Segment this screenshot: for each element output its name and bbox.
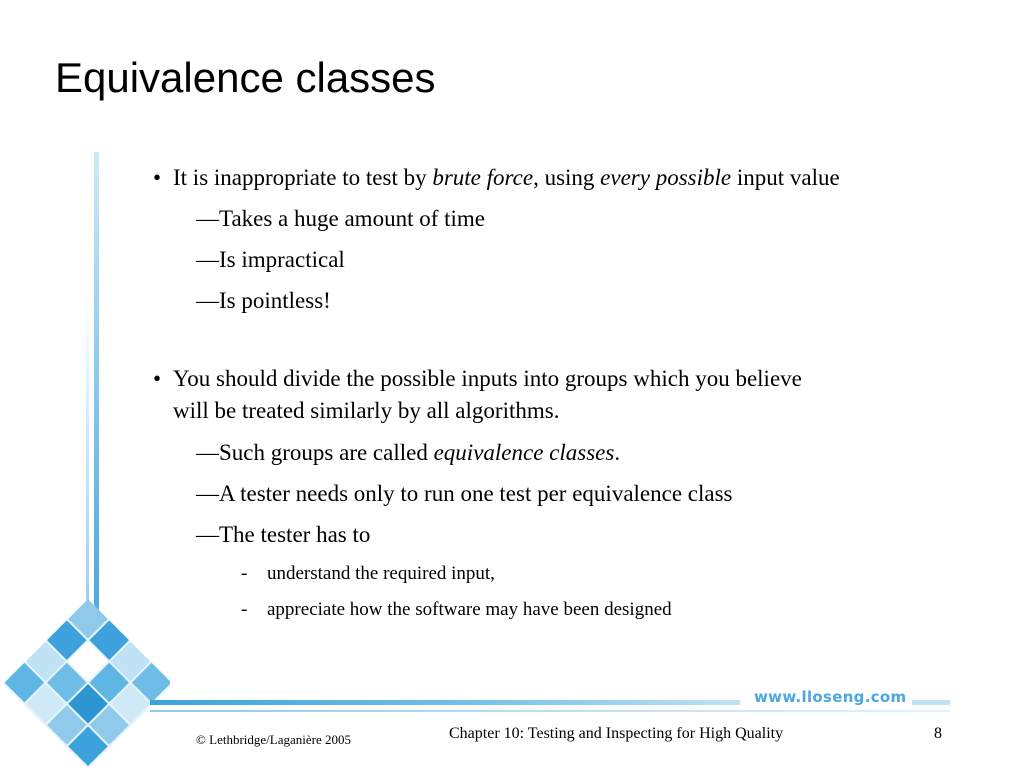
sub-bullet-impractical: —Is impractical [196,247,345,272]
subsub-marker: - [241,599,248,620]
subsub-bullet-understand [241,561,495,587]
subsub-marker: - [241,563,248,584]
sub-bullet-tester-has-to: —The tester has to [196,522,371,547]
slide-title: Equivalence classes [55,54,436,101]
footer-copyright: © Lethbridge/Laganière 2005 [196,732,351,747]
sub-text-pre: —Such groups are called [196,440,434,465]
logo-url-text: www.lloseng.com [754,688,907,706]
bullet-divide-inputs [153,363,802,427]
sub-text-em: equivalence classes [433,440,615,465]
bullet-text-pre: It is inappropriate to test by [173,165,433,190]
horizontal-accent-bar [150,700,740,705]
bullet-text-em-brute-force: brute force [432,165,534,190]
horizontal-accent-bar-thin [150,710,950,712]
subsub-bullet-appreciate [241,597,672,623]
sub-bullet-pointless: —Is pointless! [196,288,331,313]
sub-bullet-equivalence-classes [196,437,620,469]
bullet-line-2: will be treated similarly by all algorithms. [173,398,560,423]
footer-page-number: 8 [934,725,942,742]
bullet-text-mid: , using [533,165,601,190]
bullet-brute-force [153,162,840,194]
bullet-text-em-every-possible: every possible [600,165,732,190]
sub-bullet-one-test: —A tester needs only to run one test per equivalence class [196,481,733,506]
mosaic-logo-graphic [0,596,170,768]
footer-chapter-title: Chapter 10: Testing and Inspecting for High Quality [449,725,784,742]
horizontal-accent-bar-right [912,700,950,705]
sub-text-post: . [614,440,621,465]
sub-bullet-time: —Takes a huge amount of time [196,206,486,231]
bullet-text-post: input value [731,165,840,190]
subsub-text: understand the required input, [267,563,495,584]
bullet-line-1: You should divide the possible inputs into groups which you believe [173,366,802,391]
subsub-text: appreciate how the software may have been designed [267,599,672,620]
bullet-marker: • [153,165,162,190]
bullet-marker: • [153,366,162,391]
